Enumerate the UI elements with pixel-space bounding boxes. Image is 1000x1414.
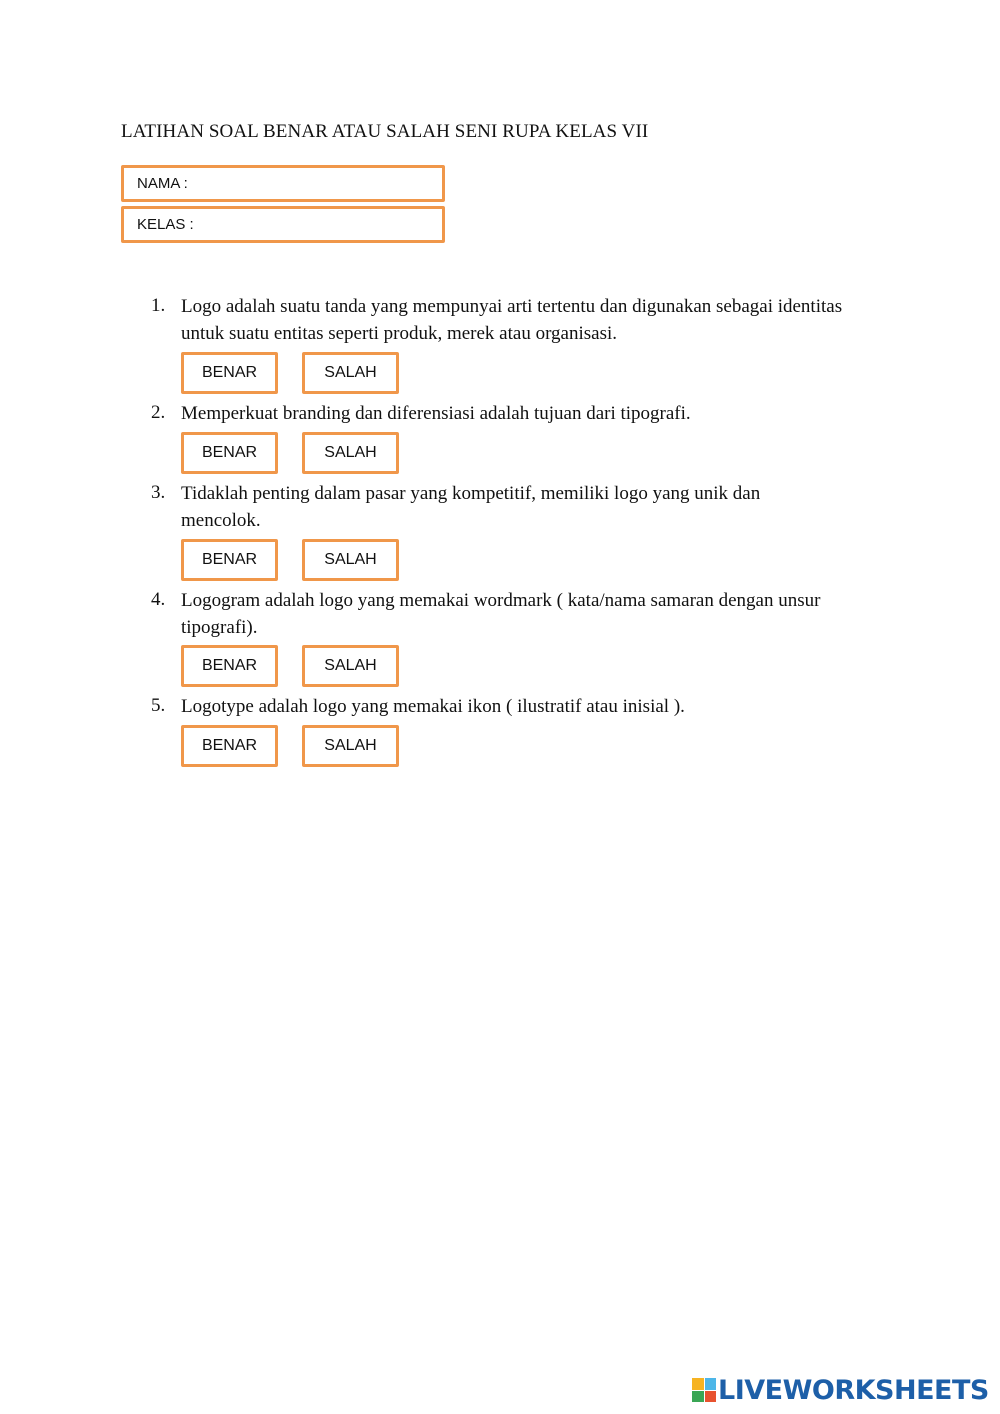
question-4-number: 4. — [151, 589, 166, 610]
question-5-text: Logotype adalah logo yang memakai ikon ( ilustratif atau inisial ). — [181, 696, 685, 717]
question-2-benar-button[interactable]: BENAR — [181, 432, 278, 474]
question-4-text: Logogram adalah logo yang memakai wordmark ( kata/nama samaran dengan unsur tipografi). — [181, 590, 821, 638]
question-1-salah-button[interactable]: SALAH — [302, 352, 399, 394]
name-field[interactable] — [121, 165, 445, 202]
question-3-text: Tidaklah penting dalam pasar yang kompetitif, memiliki logo yang unik dan mencolok. — [181, 483, 761, 531]
liveworksheets-logo-icon — [692, 1378, 716, 1402]
question-4-benar-button[interactable]: BENAR — [181, 645, 278, 687]
class-field[interactable] — [121, 206, 445, 243]
question-2-salah-button[interactable]: SALAH — [302, 432, 399, 474]
question-1-text: Logo adalah suatu tanda yang mempunyai arti tertentu dan digunakan sebagai identitas untuk suatu entitas seperti produk, merek atau organisasi. — [181, 296, 843, 344]
question-1-benar-button[interactable]: BENAR — [181, 352, 278, 394]
question-5-salah-button[interactable]: SALAH — [302, 725, 399, 767]
question-5-number: 5. — [151, 695, 166, 716]
question-3-salah-button[interactable]: SALAH — [302, 539, 399, 581]
question-2-number: 2. — [151, 402, 166, 423]
question-1-number: 1. — [151, 295, 166, 316]
question-5-benar-button[interactable]: BENAR — [181, 725, 278, 767]
question-3-number: 3. — [151, 482, 166, 503]
name-field-label: NAMA : — [137, 175, 188, 192]
question-3-benar-button[interactable]: BENAR — [181, 539, 278, 581]
class-field-label: KELAS : — [137, 216, 194, 233]
liveworksheets-brand — [692, 1374, 989, 1406]
liveworksheets-wordmark: LIVEWORKSHEETS — [718, 1374, 989, 1406]
question-4-salah-button[interactable]: SALAH — [302, 645, 399, 687]
question-2-text: Memperkuat branding dan diferensiasi adalah tujuan dari tipografi. — [181, 403, 691, 424]
worksheet-title: LATIHAN SOAL BENAR ATAU SALAH SENI RUPA KELAS VII — [121, 121, 649, 142]
